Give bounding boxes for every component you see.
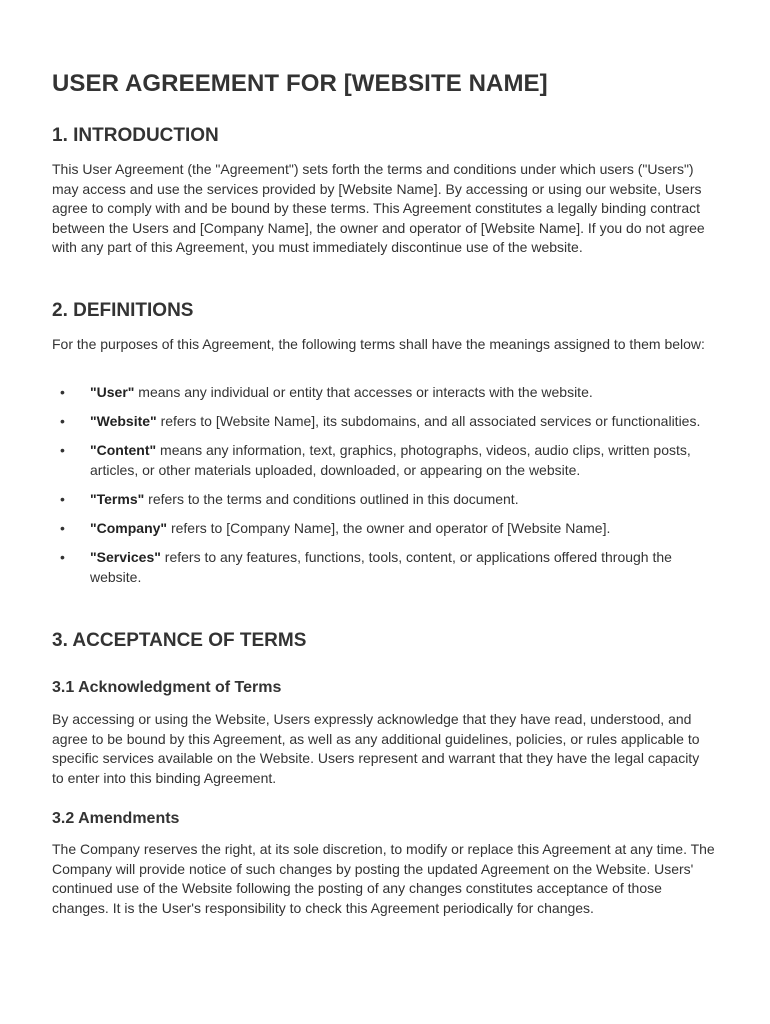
definition-term: "Terms"	[90, 490, 145, 507]
definition-text: refers to the terms and conditions outlined in this document.	[144, 490, 519, 507]
definition-term: "Company"	[90, 519, 168, 536]
introduction-paragraph: This User Agreement (the "Agreement") sets forth the terms and conditions under which users ("Users") may access and use the services provided by [Website Name]. By accessing or using our website, Users agree to comply with and be bound by these terms. This Agreement constitutes a legally binding contract between the Users and [Company Name], the owner and operator of [Website Name]. If you do not agree with any part of this Agreement, you must immediately discontinue use of the website.	[52, 161, 705, 256]
bullet-icon: •	[60, 442, 65, 459]
subsection-heading-amendments: 3.2 Amendments	[52, 810, 180, 827]
definitions-list	[52, 383, 720, 597]
subsection-heading-acknowledgment: 3.1 Acknowledgment of Terms	[52, 679, 282, 696]
definition-item-services	[52, 548, 720, 587]
definition-term: "Content"	[90, 442, 157, 459]
bullet-icon: •	[60, 549, 65, 566]
definition-text: means any information, text, graphics, photographs, videos, audio clips, written posts, articles, or other materials uploaded, downloaded, or appearing on the website.	[90, 442, 691, 478]
amendments-paragraph: The Company reserves the right, at its sole discretion, to modify or replace this Agreement at any time. The Company will provide notice of such changes by posting the updated Agreement on the Website. Users' continued use of the Website following the posting of any changes constitutes acceptance of those changes. It is the User's responsibility to check this Agreement periodically for changes.	[52, 841, 715, 916]
definition-text: refers to [Company Name], the owner and operator of [Website Name].	[167, 519, 611, 536]
bullet-icon: •	[60, 413, 65, 430]
definition-item-user	[52, 383, 720, 403]
definition-term: "User"	[90, 384, 135, 400]
definition-item-content	[52, 441, 720, 480]
bullet-icon: •	[60, 384, 65, 400]
definition-term: "Website"	[90, 413, 157, 430]
bullet-icon: •	[60, 490, 65, 507]
definition-text: refers to any features, functions, tools, content, or applications offered through the website.	[90, 549, 672, 585]
acknowledgment-paragraph: By accessing or using the Website, Users expressly acknowledge that they have read, understood, and agree to be bound by this Agreement, as well as any additional guidelines, policies, or rules applicable to specific services available on the Website. Users represent and warrant that they have the legal capacity to enter into this binding Agreement.	[52, 711, 700, 786]
definition-item-company	[52, 519, 720, 539]
definition-term: "Services"	[90, 549, 161, 566]
definition-text: means any individual or entity that accesses or interacts with the website.	[134, 384, 593, 400]
document-title: USER AGREEMENT FOR [WEBSITE NAME]	[52, 70, 548, 97]
definition-item-website	[52, 412, 720, 432]
definition-text: refers to [Website Name], its subdomains, and all associated services or functionalities.	[156, 413, 701, 430]
section-heading-introduction: 1. INTRODUCTION	[52, 125, 219, 146]
bullet-icon: •	[60, 519, 65, 536]
definition-item-terms	[52, 490, 720, 510]
definitions-intro-paragraph: For the purposes of this Agreement, the following terms shall have the meanings assigned to them below:	[52, 336, 705, 352]
section-heading-definitions: 2. DEFINITIONS	[52, 300, 194, 321]
section-heading-acceptance: 3. ACCEPTANCE OF TERMS	[52, 630, 307, 651]
